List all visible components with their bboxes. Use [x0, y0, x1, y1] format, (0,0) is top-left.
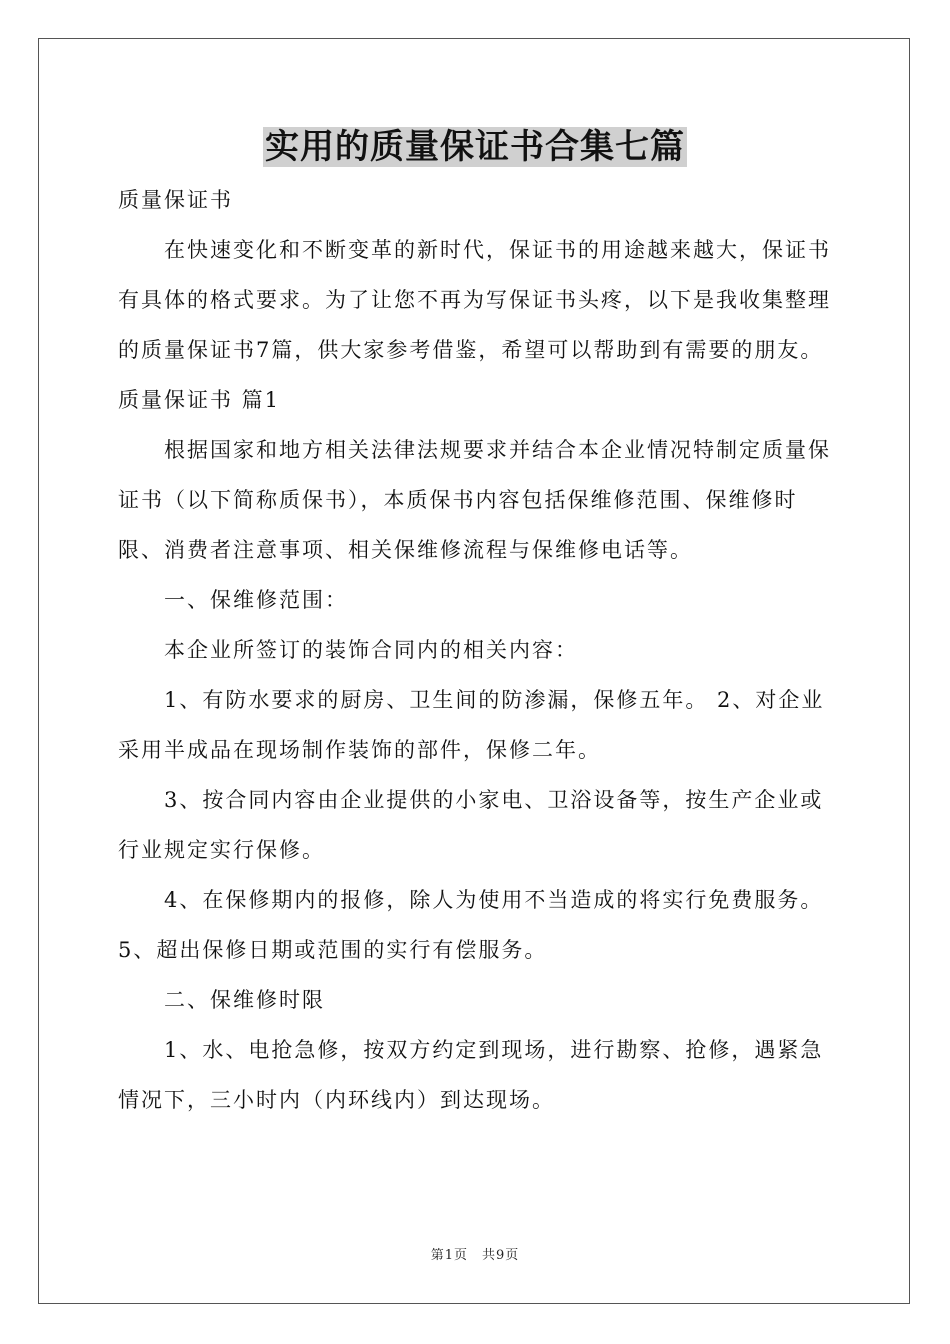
document-title-wrap	[0, 124, 950, 170]
paragraph: 质量保证书	[118, 188, 233, 212]
paragraph: 4、在保修期内的报修，除人为使用不当造成的将实行免费服务。 5、超出保修日期或范围的实行有偿服务。	[118, 888, 824, 962]
page-number: 第1页 共9页	[430, 1248, 520, 1263]
document-title: 实用的质量保证书合集七篇	[265, 127, 685, 167]
paragraph: 在快速变化和不断变革的新时代，保证书的用途越来越大，保证书有具体的格式要求。为了让您不再为写保证书头疼，以下是我收集整理的质量保证书7篇，供大家参考借鉴，希望可以帮助到有需要的朋友。	[118, 238, 831, 362]
page-footer	[0, 1244, 950, 1263]
paragraph: 1、水、电抢急修，按双方约定到现场，进行勘察、抢修，遇紧急情况下，三小时内（内环线内）到达现场。	[118, 1038, 824, 1112]
section-heading: 质量保证书 篇1	[118, 388, 281, 412]
paragraph: 一、保维修范围：	[164, 588, 348, 612]
document-body	[118, 175, 840, 1125]
paragraph: 二、保维修时限	[164, 988, 325, 1012]
paragraph: 1、有防水要求的厨房、卫生间的防渗漏，保修五年。 2、对企业采用半成品在现场制作装饰的部件，保修二年。	[118, 688, 825, 762]
paragraph: 根据国家和地方相关法律法规要求并结合本企业情况特制定质量保证书（以下简称质保书），本质保书内容包括保维修范围、保维修时限、消费者注意事项、相关保维修流程与保维修电话等。	[118, 438, 831, 562]
paragraph: 3、按合同内容由企业提供的小家电、卫浴设备等，按生产企业或行业规定实行保修。	[118, 788, 824, 862]
paragraph: 本企业所签订的装饰合同内的相关内容：	[164, 638, 578, 662]
